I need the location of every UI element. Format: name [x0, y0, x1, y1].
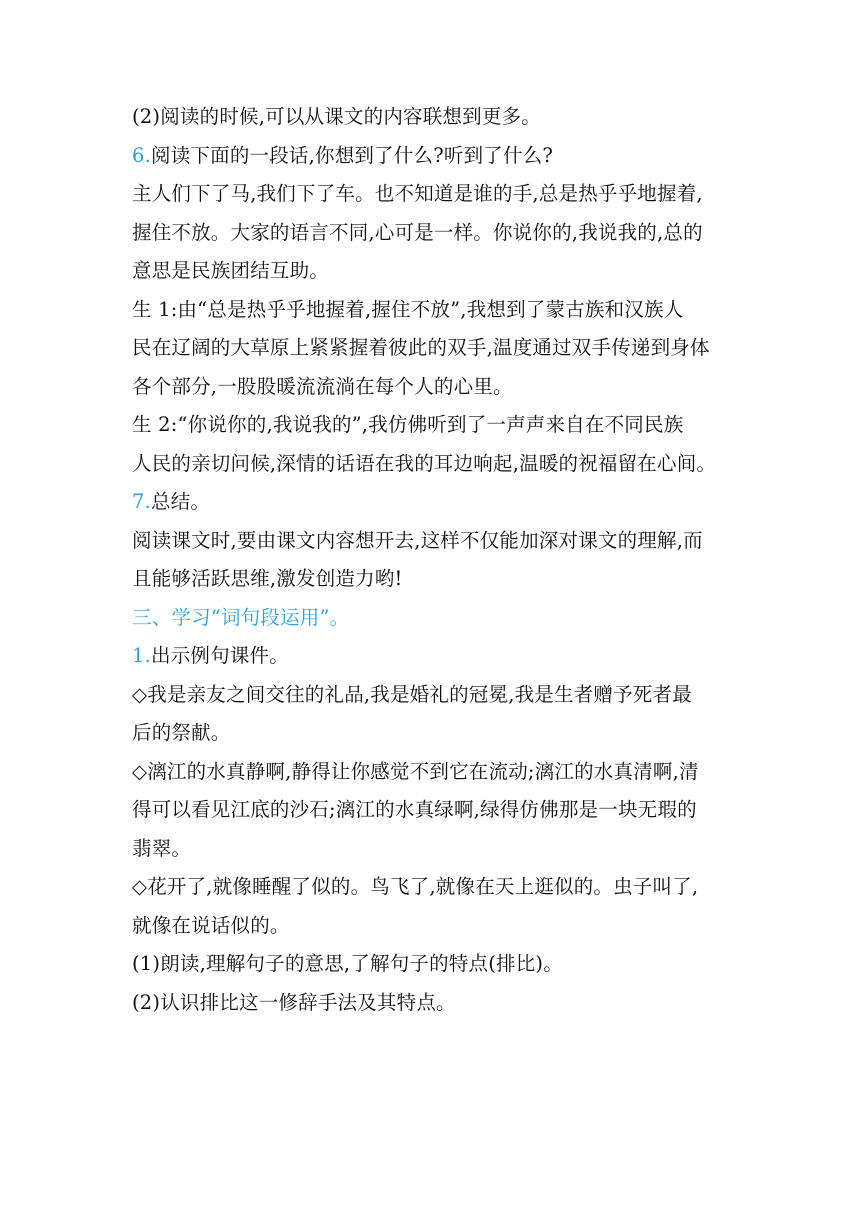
item-1-text: 出示例句课件。 [151, 644, 289, 667]
question-7 [132, 483, 732, 522]
example-3-line-1: ◇花开了,就像睡醒了似的。鸟飞了,就像在天上逛似的。虫子叫了, [132, 875, 699, 898]
document-page [132, 98, 732, 1022]
student-2-line-2: 人民的亲切问候,深情的话语在我的耳边响起,温暖的祝福留在心间。 [132, 451, 717, 475]
subitem-2: (2)认识排比这一修辞手法及其特点。 [132, 990, 456, 1014]
student-1-line-1: 生 1:由“总是热乎乎地握着,握住不放”,我想到了蒙古族和汉族人 [132, 297, 684, 321]
quote-line-1: 主人们下了马,我们下了车。也不知道是谁的手,总是热乎乎地握着, [132, 182, 703, 205]
question-6 [132, 137, 732, 176]
question-7-number: 7. [132, 490, 152, 513]
paragraph-reading-tip: (2)阅读的时候,可以从课文的内容联想到更多。 [132, 105, 541, 128]
example-2-line-2: 得可以看见江底的沙石;漓江的水真绿啊,绿得仿佛那是一块无瑕的 [132, 798, 697, 821]
summary-line-1: 阅读课文时,要由课文内容想开去,这样不仅能加深对课文的理解,而 [132, 528, 703, 552]
example-1-line-2: 后的祭献。 [132, 721, 231, 744]
section-3-heading: 三、学习“词句段运用”。 [132, 605, 350, 629]
summary-line-2: 且能够活跃思维,激发创造力哟! [132, 567, 403, 590]
student-1-line-3: 各个部分,一股股暖流流淌在每个人的心里。 [132, 374, 513, 398]
example-3-line-2: 就像在说话似的。 [132, 913, 290, 937]
subitem-1: (1)朗读,理解句子的意思,了解句子的特点(排比)。 [132, 952, 563, 975]
item-1 [132, 637, 732, 676]
example-2-line-3: 翡翠。 [132, 836, 192, 860]
question-6-number: 6. [132, 143, 152, 167]
example-2-line-1: ◇漓江的水真静啊,静得让你感觉不到它在流动;漓江的水真清啊,清 [132, 759, 699, 783]
quote-line-3: 意思是民族团结互助。 [132, 259, 330, 282]
student-2-line-1: 生 2:“你说你的,我说我的”,我仿佛听到了一声声来自在不同民族 [132, 413, 684, 436]
quote-line-2: 握住不放。大家的语言不同,心可是一样。你说你的,我说我的,总的 [132, 220, 703, 244]
student-1-line-2: 民在辽阔的大草原上紧紧握着彼此的双手,温度通过双手传递到身体 [132, 336, 710, 359]
item-1-number: 1. [132, 644, 152, 667]
example-1-line-1: ◇我是亲友之间交往的礼品,我是婚礼的冠冕,我是生者赠予死者最 [132, 682, 692, 706]
question-6-text: 阅读下面的一段话,你想到了什么?听到了什么? [151, 143, 554, 167]
question-7-text: 总结。 [151, 490, 211, 513]
